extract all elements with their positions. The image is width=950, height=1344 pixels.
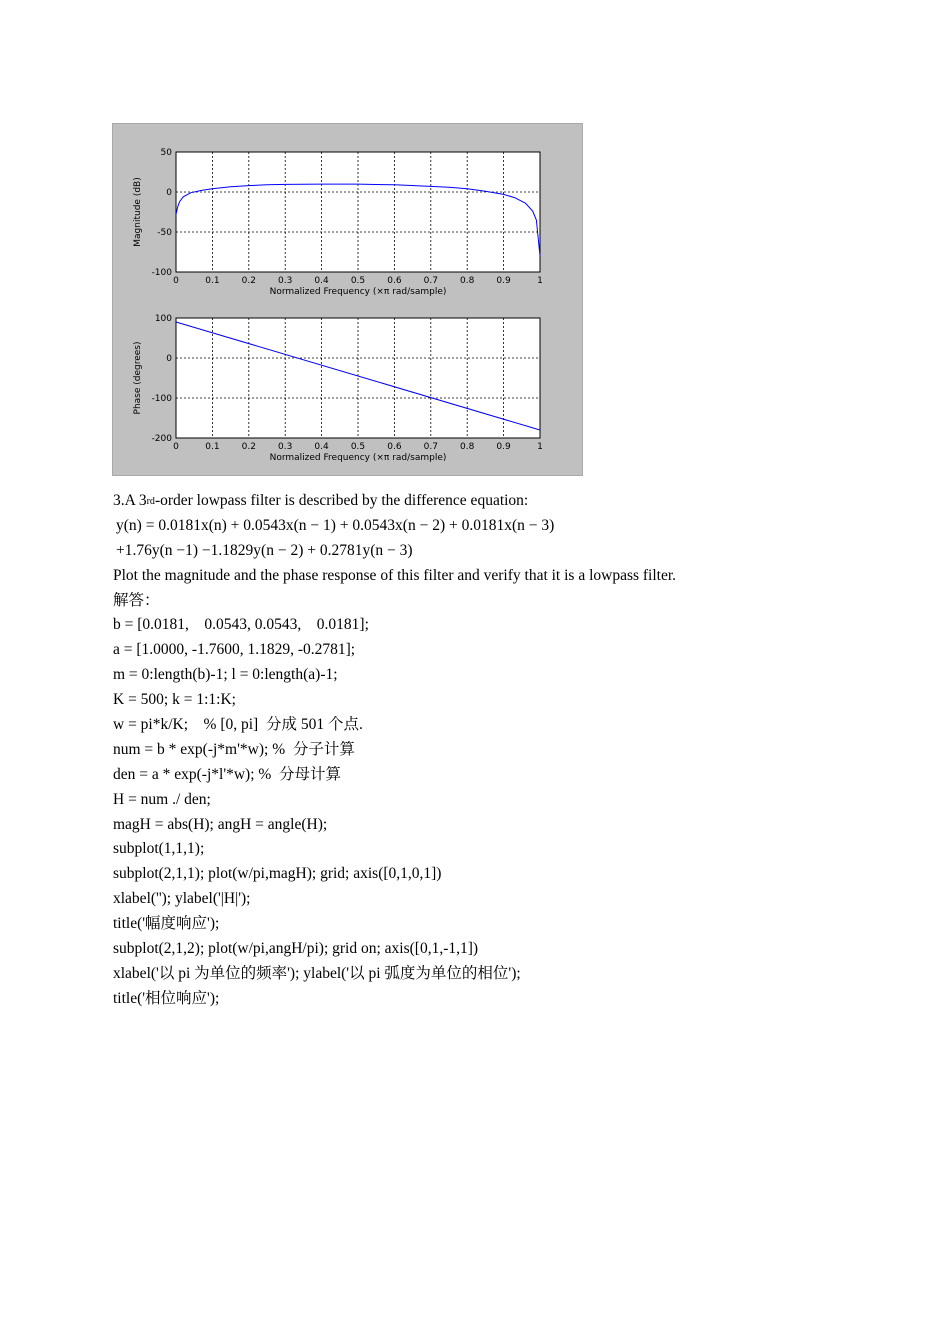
code-line: num = b * exp(-j*m'*w); % 分子计算 xyxy=(113,740,355,758)
x-tick-label: 0 xyxy=(173,276,179,286)
x-tick-label: 0 xyxy=(173,442,179,452)
answer-label: 解答： xyxy=(113,591,160,609)
x-tick-label: 0.6 xyxy=(387,442,402,452)
x-tick-label: 0.1 xyxy=(205,276,220,286)
code-line: b = [0.0181, 0.0543, 0.0543, 0.0181]; xyxy=(113,616,369,634)
code-line: a = [1.0000, -1.7600, 1.1829, -0.2781]; xyxy=(113,641,356,659)
x-tick-label: 0.4 xyxy=(314,442,329,452)
y-tick-label: -100 xyxy=(151,268,172,278)
x-tick-label: 0.3 xyxy=(278,442,293,452)
code-line: den = a * exp(-j*l'*w); % 分母计算 xyxy=(113,765,342,783)
x-tick-label: 0.5 xyxy=(350,442,366,452)
x-tick-label: 0.7 xyxy=(423,276,438,286)
code-line: xlabel(''); ylabel('|H|'); xyxy=(113,890,251,908)
x-tick-label: 0.9 xyxy=(496,276,511,286)
code-line: subplot(2,1,1); plot(w/pi,magH); grid; axis([0,1,0,1]) xyxy=(113,865,442,883)
problem-superscript: rd xyxy=(146,496,155,507)
y-axis-label: Magnitude (dB) xyxy=(133,177,143,247)
difference-equation-line-2: +1.76y(n −1) −1.1829y(n − 2) + 0.2781y(n − 3) xyxy=(116,541,413,559)
x-tick-label: 0.4 xyxy=(314,276,329,286)
y-tick-label: 0 xyxy=(166,188,172,198)
code-line: title('相位响应'); xyxy=(113,989,220,1007)
code-line: title('幅度响应'); xyxy=(113,915,220,933)
problem-statement xyxy=(113,489,873,514)
y-tick-label: 0 xyxy=(166,354,172,364)
y-tick-label: 100 xyxy=(154,314,172,324)
x-tick-label: 0.9 xyxy=(496,442,511,452)
problem-rest: -order lowpass filter is described by the difference equation: xyxy=(154,492,529,509)
x-tick-label: 0.1 xyxy=(205,442,220,452)
code-line: m = 0:length(b)-1; l = 0:length(a)-1; xyxy=(113,666,338,684)
x-tick-label: 0.7 xyxy=(423,442,438,452)
y-tick-label: -200 xyxy=(151,434,172,444)
x-tick-label: 0.3 xyxy=(278,276,293,286)
y-tick-label: -50 xyxy=(157,228,172,238)
y-tick-label: 50 xyxy=(160,148,172,158)
x-tick-label: 1 xyxy=(537,442,543,452)
x-tick-label: 0.5 xyxy=(350,276,366,286)
x-tick-label: 0.2 xyxy=(241,276,256,286)
code-line: w = pi*k/K; % [0, pi] 分成 501 个点. xyxy=(113,716,363,734)
code-line: magH = abs(H); angH = angle(H); xyxy=(113,815,328,833)
x-tick-label: 0.8 xyxy=(460,442,475,452)
problem-prefix: 3.A 3 xyxy=(113,492,147,509)
filter-response-plots xyxy=(113,124,584,477)
code-line: xlabel('以 pi 为单位的频率'); ylabel('以 pi 弧度为单位的相位'); xyxy=(113,964,521,982)
filter-response-figure xyxy=(112,123,583,476)
task-statement: Plot the magnitude and the phase response of this filter and verify that it is a lowpass filter. xyxy=(113,566,677,584)
x-tick-label: 0.2 xyxy=(241,442,256,452)
x-axis-label: Normalized Frequency (×π rad/sample) xyxy=(269,287,447,297)
y-axis-label: Phase (degrees) xyxy=(133,341,143,415)
code-line: H = num ./ den; xyxy=(113,790,211,808)
x-axis-label: Normalized Frequency (×π rad/sample) xyxy=(269,453,447,463)
x-tick-label: 0.6 xyxy=(387,276,402,286)
x-tick-label: 0.8 xyxy=(460,276,475,286)
problem-document xyxy=(113,489,873,1012)
code-line: K = 500; k = 1:1:K; xyxy=(113,691,236,709)
code-line: subplot(1,1,1); xyxy=(113,840,205,858)
x-tick-label: 1 xyxy=(537,276,543,286)
y-tick-label: -100 xyxy=(151,394,172,404)
difference-equation-line-1: y(n) = 0.0181x(n) + 0.0543x(n − 1) + 0.0543x(n − 2) + 0.0181x(n − 3) xyxy=(116,516,555,534)
code-line: subplot(2,1,2); plot(w/pi,angH/pi); grid on; axis([0,1,-1,1]) xyxy=(113,940,479,958)
